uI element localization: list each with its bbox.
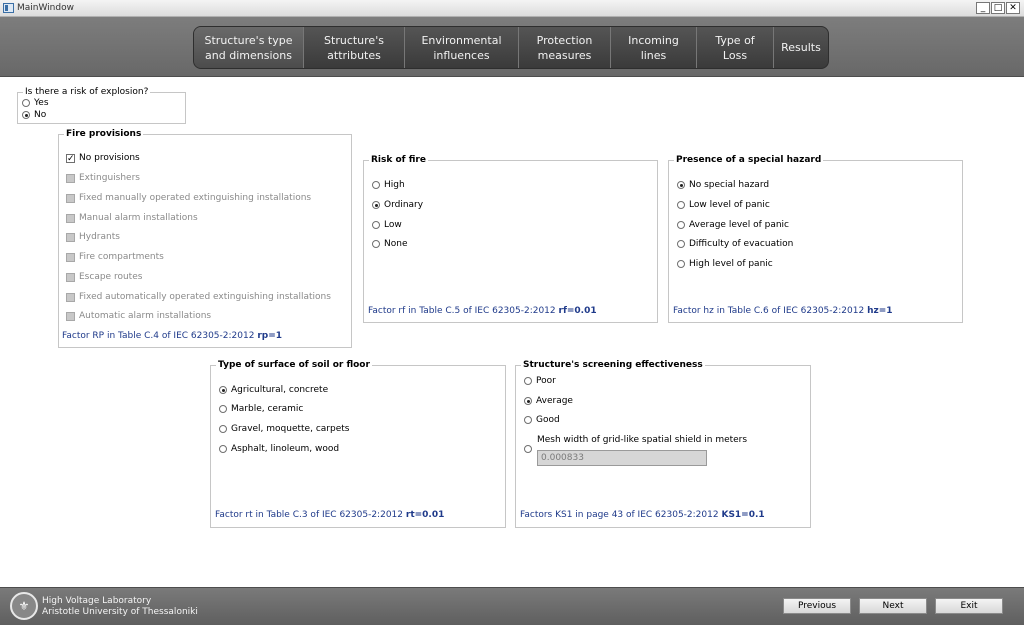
provision-escape-routes[interactable]: Escape routes xyxy=(66,272,142,282)
explosion-yes-option[interactable]: Yes xyxy=(22,98,49,108)
fire-provisions-group xyxy=(58,129,352,348)
hazard-average-panic[interactable]: Average level of panic xyxy=(677,220,789,230)
header-bar xyxy=(0,17,1024,77)
lab-name xyxy=(42,596,198,618)
tab-protection-measures[interactable]: Protection measures xyxy=(519,27,611,68)
surface-type-title: Type of surface of soil or floor xyxy=(218,360,370,370)
radio-selected-icon[interactable] xyxy=(677,181,685,189)
maximize-icon[interactable]: □ xyxy=(991,2,1005,14)
risk-of-fire-title: Risk of fire xyxy=(371,155,426,165)
exit-button[interactable]: Exit xyxy=(935,598,1003,614)
screening-poor[interactable]: Poor xyxy=(524,376,556,386)
checkbox-icon[interactable] xyxy=(66,253,75,262)
previous-button[interactable]: Previous xyxy=(783,598,851,614)
tab-results[interactable]: Results xyxy=(781,41,821,54)
radio-icon[interactable] xyxy=(372,181,380,189)
screening-mesh-option[interactable] xyxy=(524,445,532,453)
surface-type-group xyxy=(210,360,506,528)
radio-icon[interactable] xyxy=(219,405,227,413)
mesh-width-label: Mesh width of grid-like spatial shield in meters xyxy=(537,435,748,445)
fire-provisions-title: Fire provisions xyxy=(66,129,142,139)
radio-selected-icon[interactable] xyxy=(219,386,227,394)
radio-icon[interactable] xyxy=(219,445,227,453)
radio-icon[interactable] xyxy=(524,416,532,424)
provision-fixed-automatic[interactable]: Fixed automatically operated extinguishing installations xyxy=(66,292,331,302)
footer-bar xyxy=(0,587,1024,625)
checkbox-icon[interactable] xyxy=(66,293,75,302)
fire-risk-none[interactable]: None xyxy=(372,239,407,249)
window-title: MainWindow xyxy=(17,3,74,13)
surface-factor: Factor rt in Table C.3 of IEC 62305-2:2012 rt=0.01 xyxy=(215,510,445,520)
radio-icon[interactable] xyxy=(677,221,685,229)
fire-risk-low[interactable]: Low xyxy=(372,220,402,230)
close-icon[interactable]: ✕ xyxy=(1006,2,1020,14)
window-controls xyxy=(976,2,1020,14)
hazard-low-panic[interactable]: Low level of panic xyxy=(677,200,770,210)
tab-environmental-influences[interactable]: Environmental influences xyxy=(405,27,519,68)
next-button[interactable]: Next xyxy=(859,598,927,614)
hazard-difficulty-evacuation[interactable]: Difficulty of evacuation xyxy=(677,239,793,249)
provision-no-provisions[interactable]: ✓ No provisions xyxy=(66,153,140,163)
radio-icon[interactable] xyxy=(677,201,685,209)
fire-risk-high[interactable]: High xyxy=(372,180,405,190)
provision-fire-compartments[interactable]: Fire compartments xyxy=(66,252,164,262)
surface-asphalt[interactable]: Asphalt, linoleum, wood xyxy=(219,444,339,454)
screening-title: Structure's screening effectiveness xyxy=(523,360,703,370)
fire-risk-ordinary[interactable]: Ordinary xyxy=(372,200,423,210)
special-hazard-title: Presence of a special hazard xyxy=(676,155,822,165)
checkbox-icon[interactable] xyxy=(66,174,75,183)
surface-marble[interactable]: Marble, ceramic xyxy=(219,404,303,414)
screening-group xyxy=(515,360,811,528)
lab-line-1: High Voltage Laboratory xyxy=(42,596,152,606)
radio-selected-icon[interactable] xyxy=(372,201,380,209)
surface-gravel[interactable]: Gravel, moquette, carpets xyxy=(219,424,349,434)
provision-extinguishers[interactable]: Extinguishers xyxy=(66,173,140,183)
minimize-icon[interactable]: _ xyxy=(976,2,990,14)
special-hazard-factor: Factor hz in Table C.6 of IEC 62305-2:2012 hz=1 xyxy=(673,306,893,316)
title-bar xyxy=(0,0,1024,17)
provision-fixed-manual[interactable]: Fixed manually operated extinguishing installations xyxy=(66,193,311,203)
checkbox-checked-icon[interactable] xyxy=(66,154,75,163)
tab-type-of-loss[interactable]: Type of Loss xyxy=(697,27,774,68)
checkbox-icon[interactable] xyxy=(66,312,75,321)
checkbox-icon[interactable] xyxy=(66,194,75,203)
tab-structure-type[interactable]: Structure's type and dimensions xyxy=(194,27,304,68)
lab-line-2: Aristotle University of Thessaloniki xyxy=(42,607,198,617)
university-logo-icon: ⚜ xyxy=(10,592,38,620)
nav-tabs xyxy=(193,26,829,69)
provision-automatic-alarm[interactable]: Automatic alarm installations xyxy=(66,311,211,321)
checkbox-icon[interactable] xyxy=(66,273,75,282)
mesh-width-input[interactable]: 0.000833 xyxy=(537,450,707,466)
explosion-risk-group xyxy=(17,87,186,124)
screening-good[interactable]: Good xyxy=(524,415,560,425)
risk-of-fire-group xyxy=(363,155,658,323)
radio-icon[interactable] xyxy=(524,377,532,385)
radio-icon[interactable] xyxy=(219,425,227,433)
provision-hydrants[interactable]: Hydrants xyxy=(66,232,120,242)
tab-structure-attributes[interactable]: Structure's attributes xyxy=(304,27,405,68)
app-icon xyxy=(3,3,14,13)
hazard-high-panic[interactable]: High level of panic xyxy=(677,259,773,269)
explosion-no-option[interactable]: No xyxy=(22,110,46,120)
radio-selected-icon[interactable] xyxy=(524,397,532,405)
surface-agricultural[interactable]: Agricultural, concrete xyxy=(219,385,328,395)
fire-provisions-factor: Factor RP in Table C.4 of IEC 62305-2:2012 rp=1 xyxy=(62,331,283,341)
radio-icon[interactable] xyxy=(677,260,685,268)
checkbox-icon[interactable] xyxy=(66,233,75,242)
risk-of-fire-factor: Factor rf in Table C.5 of IEC 62305-2:2012 rf=0.01 xyxy=(368,306,597,316)
checkbox-icon[interactable] xyxy=(66,214,75,223)
hazard-no-special[interactable]: No special hazard xyxy=(677,180,769,190)
radio-icon[interactable] xyxy=(372,240,380,248)
explosion-question: Is there a risk of explosion? xyxy=(25,87,149,97)
provision-manual-alarm[interactable]: Manual alarm installations xyxy=(66,213,198,223)
radio-icon[interactable] xyxy=(372,221,380,229)
radio-icon[interactable] xyxy=(524,445,532,453)
screening-average[interactable]: Average xyxy=(524,396,573,406)
radio-icon[interactable] xyxy=(22,99,30,107)
tab-incoming-lines[interactable]: Incoming lines xyxy=(611,27,697,68)
screening-factor: Factors KS1 in page 43 of IEC 62305-2:2012 KS1=0.1 xyxy=(520,510,765,520)
radio-selected-icon[interactable] xyxy=(22,111,30,119)
special-hazard-group xyxy=(668,155,963,323)
radio-icon[interactable] xyxy=(677,240,685,248)
